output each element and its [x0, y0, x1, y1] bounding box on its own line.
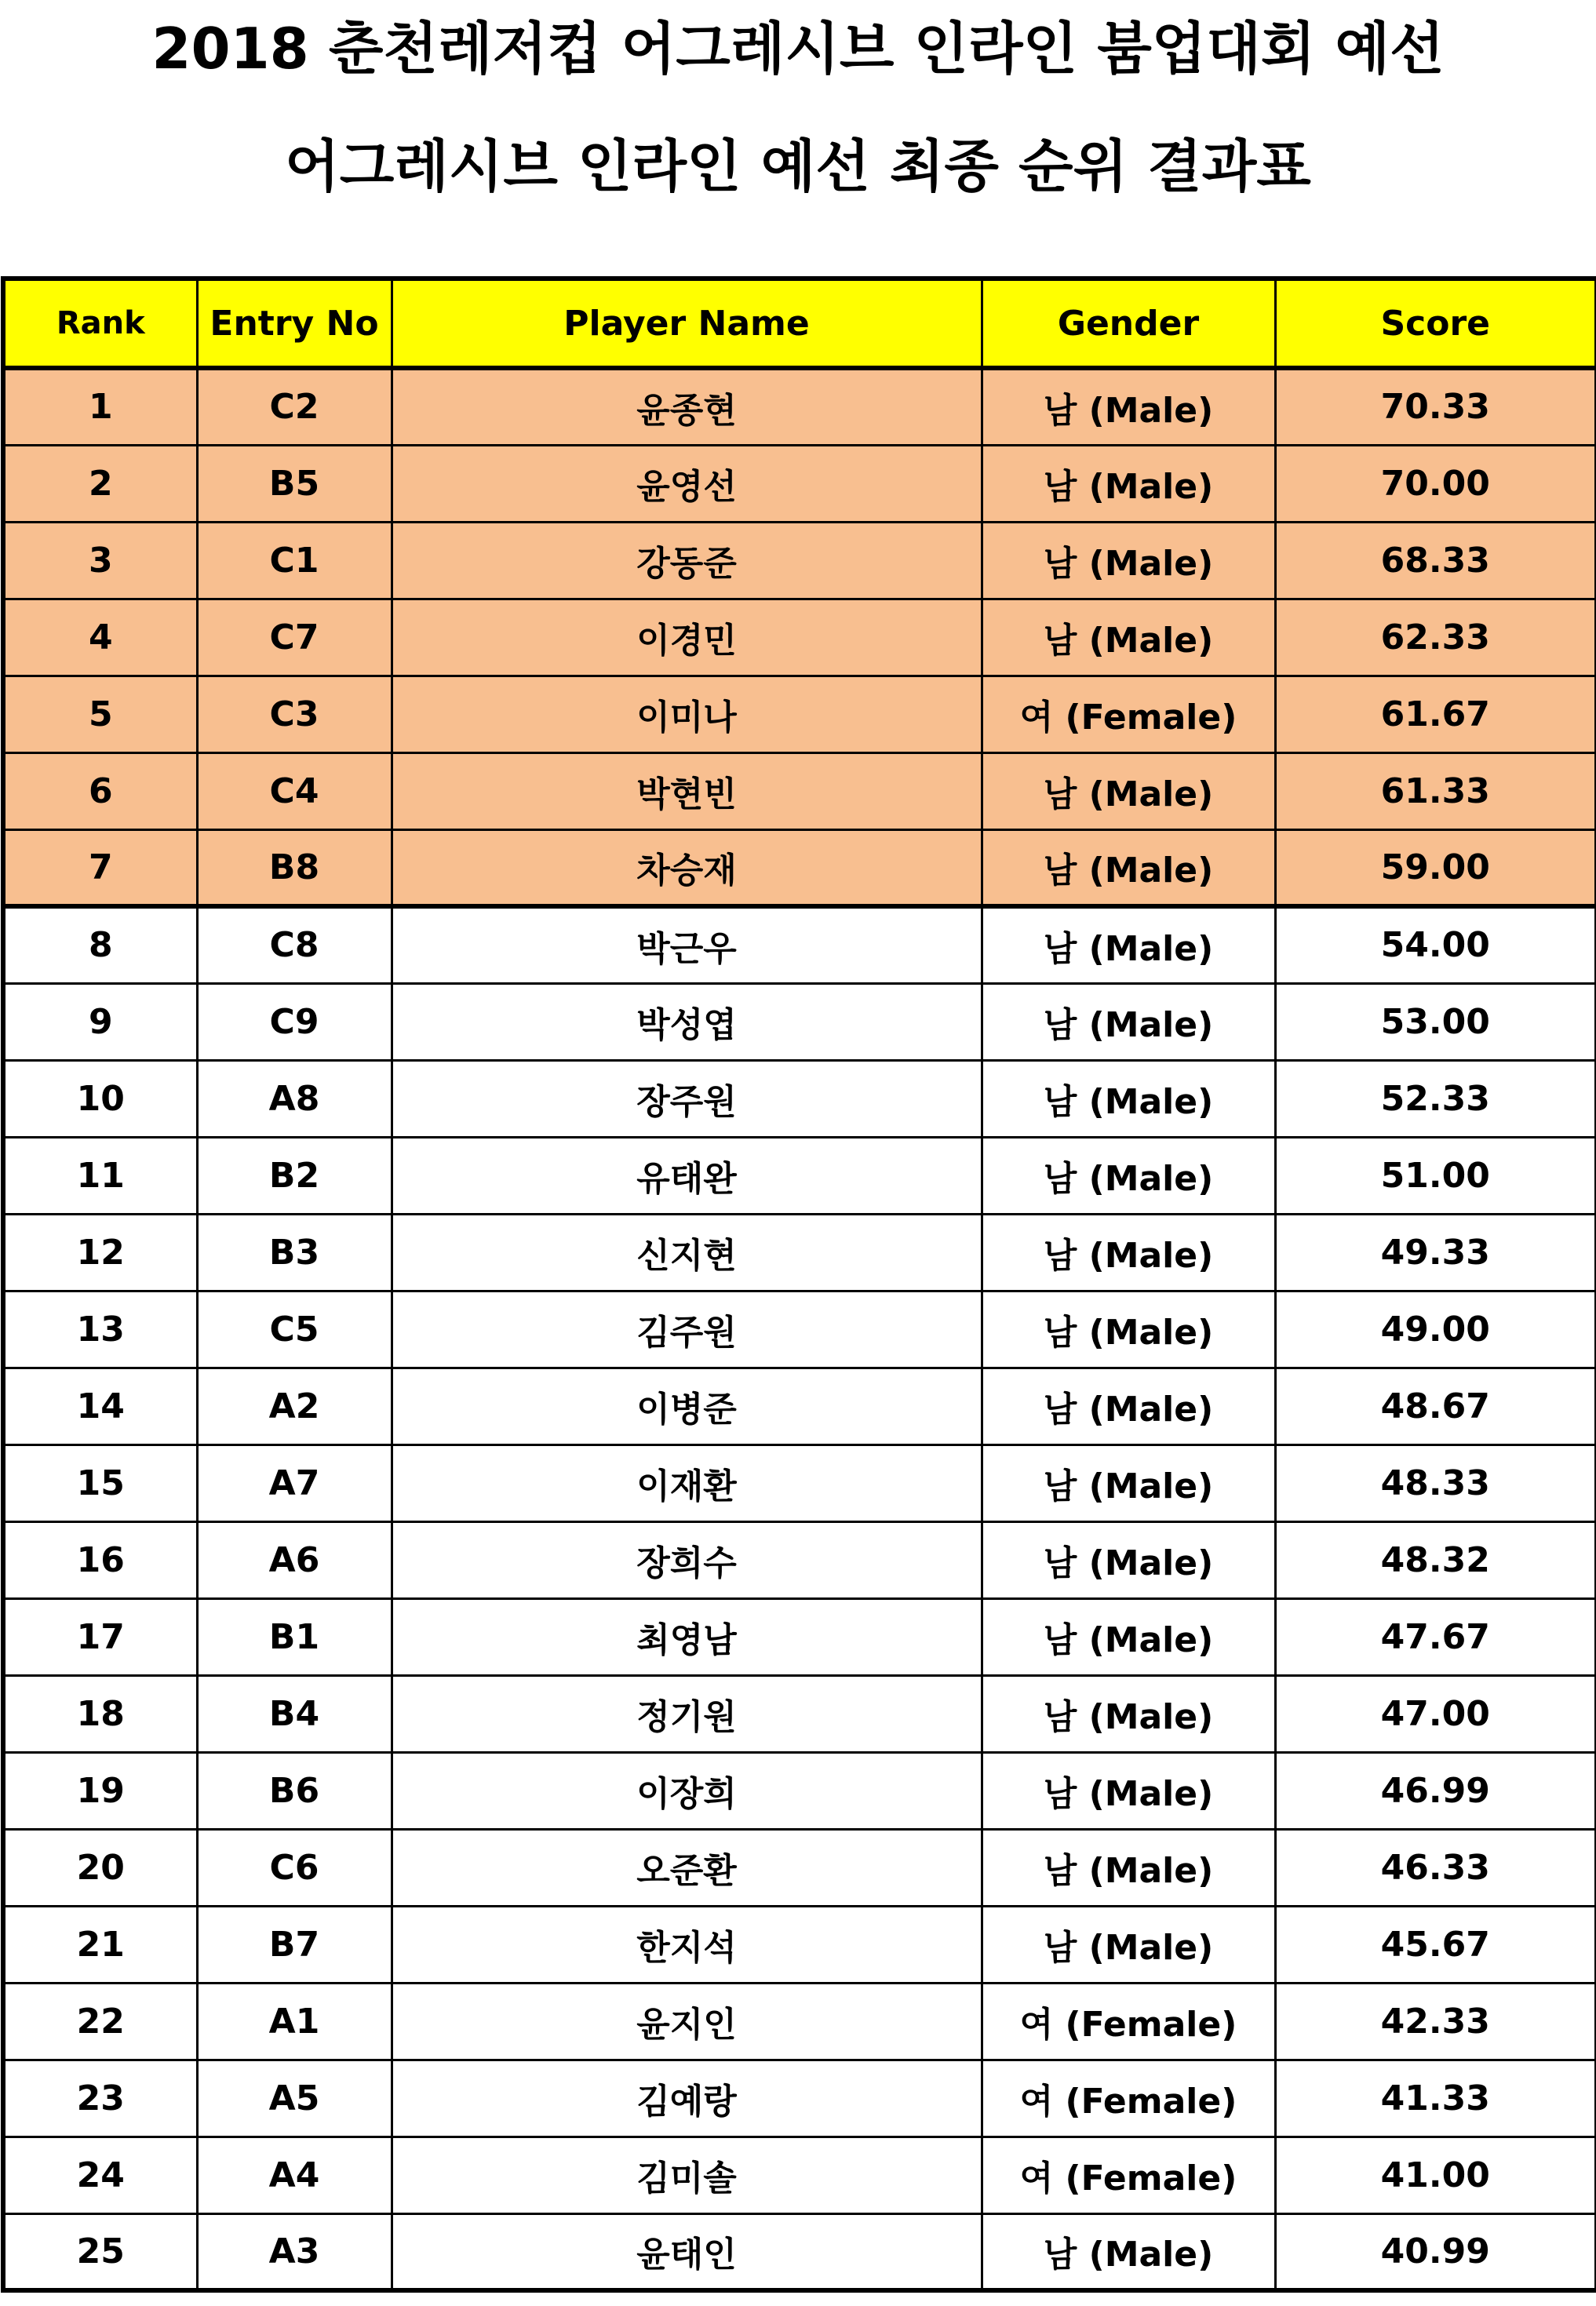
gender-cell: 남 (Male) [982, 1598, 1275, 1675]
rank-cell: 11 [3, 1137, 197, 1214]
player-name-cell: 이미나 [392, 676, 982, 752]
rank-cell: 5 [3, 676, 197, 752]
rank-cell: 7 [3, 829, 197, 906]
rank-cell: 16 [3, 1521, 197, 1598]
rank-cell: 8 [3, 906, 197, 983]
table-row [3, 599, 1596, 676]
results-table-body [3, 368, 1596, 2290]
gender-cell: 남 (Male) [982, 1906, 1275, 1983]
entry-no-cell: C2 [197, 368, 392, 445]
entry-no-cell: A8 [197, 1060, 392, 1137]
table-row [3, 522, 1596, 599]
entry-no-cell: B6 [197, 1752, 392, 1829]
rank-cell: 13 [3, 1291, 197, 1368]
score-cell: 46.33 [1275, 1829, 1596, 1906]
score-cell: 40.99 [1275, 2213, 1596, 2290]
gender-cell: 남 (Male) [982, 1752, 1275, 1829]
entry-no-cell: A7 [197, 1444, 392, 1521]
player-name-cell: 박현빈 [392, 752, 982, 829]
gender-cell: 여 (Female) [982, 1983, 1275, 2060]
score-cell: 61.67 [1275, 676, 1596, 752]
score-cell: 68.33 [1275, 522, 1596, 599]
gender-cell: 남 (Male) [982, 829, 1275, 906]
entry-no-cell: B1 [197, 1598, 392, 1675]
entry-no-cell: B3 [197, 1214, 392, 1291]
table-row [3, 752, 1596, 829]
player-name-cell: 장희수 [392, 1521, 982, 1598]
entry-no-cell: C7 [197, 599, 392, 676]
rank-cell: 19 [3, 1752, 197, 1829]
player-name-cell: 차승재 [392, 829, 982, 906]
rank-cell: 18 [3, 1675, 197, 1752]
rank-cell: 9 [3, 983, 197, 1060]
player-name-cell: 박근우 [392, 906, 982, 983]
score-cell: 42.33 [1275, 1983, 1596, 2060]
gender-cell: 남 (Male) [982, 1060, 1275, 1137]
entry-no-cell: C6 [197, 1829, 392, 1906]
gender-cell: 남 (Male) [982, 1137, 1275, 1214]
score-cell: 52.33 [1275, 1060, 1596, 1137]
rank-cell: 21 [3, 1906, 197, 1983]
table-row [3, 1752, 1596, 1829]
player-name-cell: 윤영선 [392, 445, 982, 522]
table-row [3, 1291, 1596, 1368]
score-cell: 59.00 [1275, 829, 1596, 906]
player-name-cell: 강동준 [392, 522, 982, 599]
player-name-cell: 김미솔 [392, 2137, 982, 2213]
entry-no-cell: A2 [197, 1368, 392, 1444]
entry-no-cell: C3 [197, 676, 392, 752]
player-name-cell: 장주원 [392, 1060, 982, 1137]
gender-cell: 남 (Male) [982, 1368, 1275, 1444]
gender-cell: 남 (Male) [982, 1444, 1275, 1521]
rank-cell: 17 [3, 1598, 197, 1675]
column-header-player-name: Player Name [392, 279, 982, 368]
score-cell: 61.33 [1275, 752, 1596, 829]
entry-no-cell: C4 [197, 752, 392, 829]
table-row [3, 906, 1596, 983]
results-table [1, 276, 1596, 2293]
rank-cell: 24 [3, 2137, 197, 2213]
player-name-cell: 최영남 [392, 1598, 982, 1675]
gender-cell: 남 (Male) [982, 445, 1275, 522]
player-name-cell: 오준환 [392, 1829, 982, 1906]
rank-cell: 1 [3, 368, 197, 445]
score-cell: 47.67 [1275, 1598, 1596, 1675]
entry-no-cell: C5 [197, 1291, 392, 1368]
table-row [3, 1829, 1596, 1906]
entry-no-cell: B4 [197, 1675, 392, 1752]
gender-cell: 남 (Male) [982, 752, 1275, 829]
rank-cell: 6 [3, 752, 197, 829]
rank-cell: 4 [3, 599, 197, 676]
table-row [3, 1444, 1596, 1521]
score-cell: 70.00 [1275, 445, 1596, 522]
table-row [3, 445, 1596, 522]
table-row [3, 1214, 1596, 1291]
table-row [3, 368, 1596, 445]
gender-cell: 남 (Male) [982, 599, 1275, 676]
table-row [3, 1675, 1596, 1752]
gender-cell: 여 (Female) [982, 2137, 1275, 2213]
player-name-cell: 이병준 [392, 1368, 982, 1444]
score-cell: 48.32 [1275, 1521, 1596, 1598]
player-name-cell: 유태완 [392, 1137, 982, 1214]
player-name-cell: 윤태인 [392, 2213, 982, 2290]
table-row [3, 676, 1596, 752]
gender-cell: 남 (Male) [982, 2213, 1275, 2290]
player-name-cell: 정기원 [392, 1675, 982, 1752]
gender-cell: 남 (Male) [982, 522, 1275, 599]
player-name-cell: 한지석 [392, 1906, 982, 1983]
table-row [3, 1368, 1596, 1444]
table-row [3, 2060, 1596, 2137]
table-row [3, 829, 1596, 906]
table-row [3, 1060, 1596, 1137]
column-header-rank: Rank [3, 279, 197, 368]
table-row [3, 1983, 1596, 2060]
gender-cell: 남 (Male) [982, 1829, 1275, 1906]
rank-cell: 20 [3, 1829, 197, 1906]
score-cell: 49.33 [1275, 1214, 1596, 1291]
gender-cell: 남 (Male) [982, 1675, 1275, 1752]
score-cell: 41.33 [1275, 2060, 1596, 2137]
score-cell: 47.00 [1275, 1675, 1596, 1752]
player-name-cell: 이경민 [392, 599, 982, 676]
column-header-gender: Gender [982, 279, 1275, 368]
gender-cell: 남 (Male) [982, 1291, 1275, 1368]
page-title: 2018 춘천레저컵 어그레시브 인라인 붐업대회 예선 [151, 16, 1445, 82]
rank-cell: 23 [3, 2060, 197, 2137]
table-row [3, 1598, 1596, 1675]
entry-no-cell: C9 [197, 983, 392, 1060]
score-cell: 70.33 [1275, 368, 1596, 445]
score-cell: 46.99 [1275, 1752, 1596, 1829]
entry-no-cell: C8 [197, 906, 392, 983]
rank-cell: 15 [3, 1444, 197, 1521]
gender-cell: 남 (Male) [982, 368, 1275, 445]
table-row [3, 983, 1596, 1060]
column-header-entry-no: Entry No [197, 279, 392, 368]
entry-no-cell: A3 [197, 2213, 392, 2290]
player-name-cell: 박성엽 [392, 983, 982, 1060]
table-header-row [3, 279, 1596, 368]
rank-cell: 22 [3, 1983, 197, 2060]
player-name-cell: 윤지인 [392, 1983, 982, 2060]
gender-cell: 남 (Male) [982, 1214, 1275, 1291]
rank-cell: 25 [3, 2213, 197, 2290]
rank-cell: 12 [3, 1214, 197, 1291]
table-row [3, 1906, 1596, 1983]
table-row [3, 1521, 1596, 1598]
table-row [3, 2213, 1596, 2290]
gender-cell: 남 (Male) [982, 906, 1275, 983]
player-name-cell: 이재환 [392, 1444, 982, 1521]
page-subtitle: 어그레시브 인라인 예선 최종 순위 결과표 [285, 133, 1311, 199]
rank-cell: 3 [3, 522, 197, 599]
score-cell: 49.00 [1275, 1291, 1596, 1368]
score-cell: 51.00 [1275, 1137, 1596, 1214]
score-cell: 41.00 [1275, 2137, 1596, 2213]
score-cell: 45.67 [1275, 1906, 1596, 1983]
entry-no-cell: A5 [197, 2060, 392, 2137]
gender-cell: 남 (Male) [982, 983, 1275, 1060]
score-cell: 53.00 [1275, 983, 1596, 1060]
entry-no-cell: A4 [197, 2137, 392, 2213]
player-name-cell: 김주원 [392, 1291, 982, 1368]
gender-cell: 여 (Female) [982, 2060, 1275, 2137]
entry-no-cell: B2 [197, 1137, 392, 1214]
table-row [3, 2137, 1596, 2213]
entry-no-cell: B5 [197, 445, 392, 522]
rank-cell: 10 [3, 1060, 197, 1137]
entry-no-cell: C1 [197, 522, 392, 599]
player-name-cell: 윤종현 [392, 368, 982, 445]
entry-no-cell: B7 [197, 1906, 392, 1983]
player-name-cell: 이장희 [392, 1752, 982, 1829]
score-cell: 48.33 [1275, 1444, 1596, 1521]
gender-cell: 남 (Male) [982, 1521, 1275, 1598]
rank-cell: 14 [3, 1368, 197, 1444]
score-cell: 54.00 [1275, 906, 1596, 983]
rank-cell: 2 [3, 445, 197, 522]
entry-no-cell: B8 [197, 829, 392, 906]
entry-no-cell: A1 [197, 1983, 392, 2060]
score-cell: 48.67 [1275, 1368, 1596, 1444]
gender-cell: 여 (Female) [982, 676, 1275, 752]
entry-no-cell: A6 [197, 1521, 392, 1598]
player-name-cell: 신지현 [392, 1214, 982, 1291]
player-name-cell: 김예랑 [392, 2060, 982, 2137]
column-header-score: Score [1275, 279, 1596, 368]
score-cell: 62.33 [1275, 599, 1596, 676]
table-row [3, 1137, 1596, 1214]
